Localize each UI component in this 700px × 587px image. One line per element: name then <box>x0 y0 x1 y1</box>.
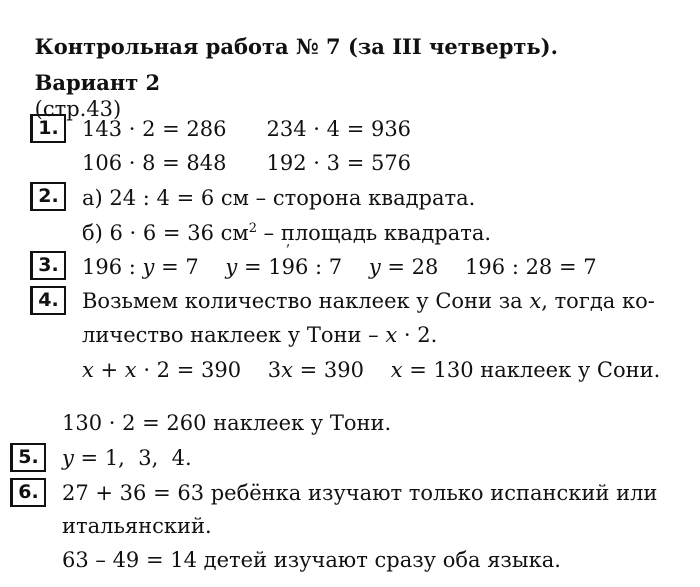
title-text: Контрольная работа № 7 (за III четверть). <box>34 34 558 59</box>
task4-part: · 2. <box>397 323 438 347</box>
task4-line1 <box>82 288 655 314</box>
task-number-3: 3. <box>30 251 66 280</box>
task3-part: = 7 <box>154 255 226 279</box>
task3-part: = 196 : 7 <box>237 255 369 279</box>
variant-label: Вариант 2 <box>34 70 161 95</box>
task4-part: + <box>93 358 125 382</box>
var-y: y <box>62 446 74 470</box>
var-x: x <box>124 358 137 382</box>
task4-part: · 2 = 390 3 <box>136 358 282 382</box>
pen-mark: ʼ <box>285 241 290 259</box>
task6-line3: 63 – 49 = 14 детей изучают сразу оба языка. <box>62 548 561 572</box>
task2-area-label: – площадь квадрата. <box>256 221 492 245</box>
task6-line2: итальянский. <box>62 514 212 538</box>
task3-part: 196 : <box>82 255 143 279</box>
task4-part: Возьмем количество наклеек у Сони за <box>82 289 530 313</box>
task2-area-value: б) 6 · 6 = 36 см <box>82 221 249 245</box>
task1-line1: 143 · 2 = 286 234 · 4 = 936 <box>82 117 412 141</box>
task4-line2 <box>82 322 437 348</box>
var-y: y <box>225 255 238 279</box>
task1-line2: 106 · 8 = 848 192 · 3 = 576 <box>82 151 412 175</box>
task-number-1: 1. <box>30 114 66 143</box>
task-number-5: 5. <box>10 443 46 472</box>
task4-part: = 130 наклеек у Сони. <box>402 358 661 382</box>
variant-line <box>20 44 160 122</box>
task2-line-a: а) 24 : 4 = 6 см – сторона квадрата. <box>82 186 476 210</box>
var-x: x <box>529 289 542 313</box>
page-reference: (стр.43) <box>34 97 122 121</box>
task4-part: личество наклеек у Тони – <box>82 323 386 347</box>
task5-part: = 1, 3, 4. <box>73 446 192 470</box>
task4-line4: 130 · 2 = 260 наклеек у Тони. <box>62 411 392 435</box>
task4-part: , тогда ко- <box>541 289 655 313</box>
task4-part: = 390 <box>292 358 391 382</box>
task3-part: = 28 196 : 28 = 7 <box>380 255 597 279</box>
task5-line <box>62 445 192 471</box>
var-x: x <box>281 358 293 382</box>
square-exponent: 2 <box>248 221 257 236</box>
task-number-6: 6. <box>10 478 46 507</box>
task3-line <box>82 254 597 280</box>
var-y: y <box>142 255 155 279</box>
task-number-2: 2. <box>30 182 66 211</box>
var-x: x <box>385 323 398 347</box>
var-x: x <box>82 358 94 382</box>
task6-line1: 27 + 36 = 63 ребёнка изучают только испанский или <box>62 481 658 505</box>
task4-line3 <box>82 357 660 383</box>
var-x: x <box>390 358 403 382</box>
var-y: y <box>368 255 381 279</box>
task-number-4: 4. <box>30 286 66 315</box>
